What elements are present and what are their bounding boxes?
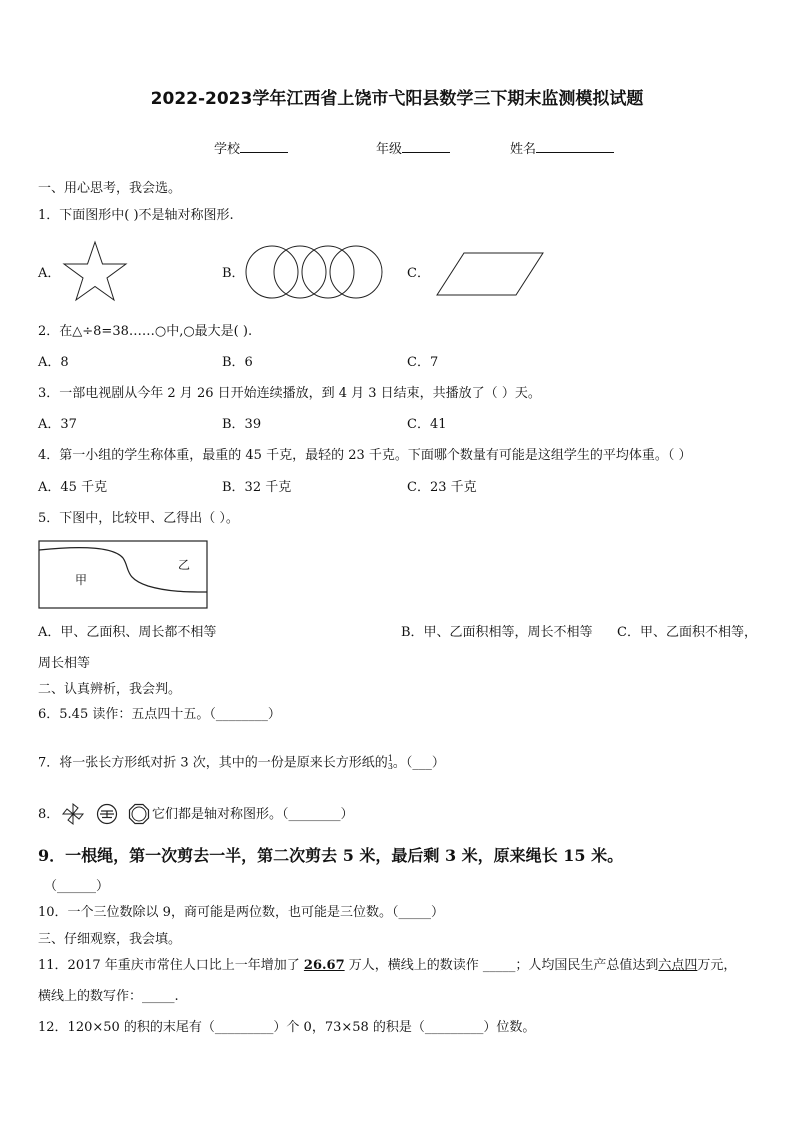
school-label: 学校 (214, 142, 241, 157)
q12-text: 12．120×50 的积的末尾有（_________）个 0，73×58 的积是（_________）位数。 (38, 1020, 536, 1035)
q6-text: 6．5.45 读作：五点四十五。（________） (38, 707, 281, 722)
q4-text: 4．第一小组的学生称体重，最重的 45 千克，最轻的 23 千克。下面哪个数量有可能是这组学生的平均体重。（ ） (38, 448, 692, 463)
name-field[interactable] (510, 140, 614, 158)
q1-option-a[interactable]: A． (38, 266, 61, 281)
name-label: 姓名 (510, 142, 537, 157)
yi-label: 乙 (178, 558, 191, 572)
grade-label: 年级 (376, 142, 403, 157)
pinwheel-icon (62, 803, 84, 825)
q1-option-c[interactable]: C． (407, 266, 430, 281)
jia-yi-diagram (38, 540, 210, 610)
q7-fraction-denominator: 3 (387, 762, 393, 771)
grade-field[interactable] (376, 140, 450, 158)
q7-text (38, 755, 445, 772)
q7-fraction-numerator: 1 (387, 754, 393, 763)
q5-option-b[interactable]: B．甲、乙面积相等，周长不相等 (401, 625, 593, 640)
q11-part3: 万元， (697, 958, 737, 973)
q9-text: 9．一根绳，第一次剪去一半，第二次剪去 5 米，最后剩 3 米，原来绳长 15 米。 (38, 846, 624, 865)
section-2-heading: 二、认真辨析，我会判。 (38, 682, 182, 697)
grade-blank[interactable] (402, 140, 450, 153)
q11-underlined-number: 26.67 (303, 958, 345, 973)
section-3-heading: 三、仔细观察，我会填。 (38, 932, 182, 947)
name-blank[interactable] (536, 140, 614, 153)
circles-icon (244, 244, 384, 300)
q4-option-b[interactable]: B．32 千克 (222, 480, 292, 495)
q11-part1: 11．2017 年重庆市常住人口比上一年增加了 (38, 958, 304, 973)
school-field[interactable] (214, 140, 288, 158)
circle-bars-icon (96, 803, 118, 825)
q2-option-c[interactable]: C．7 (407, 355, 439, 370)
q1-text: 1．下面图形中( )不是轴对称图形. (38, 208, 234, 223)
q11-underlined-words: 六点四 (658, 958, 698, 973)
jia-label: 甲 (75, 573, 88, 587)
q3-option-c[interactable]: C．41 (407, 417, 447, 432)
q4-option-a[interactable]: A．45 千克 (38, 480, 108, 495)
octagon-circle-icon (128, 803, 150, 825)
parallelogram-icon (436, 252, 544, 296)
q5-text: 5．下图中，比较甲、乙得出（ ）。 (38, 511, 239, 526)
q3-option-a[interactable]: A．37 (38, 417, 77, 432)
q11-line2: 横线上的数写作：_____. (38, 989, 179, 1004)
q3-text: 3．一部电视剧从今年 2 月 26 日开始连续播放，到 4 月 3 日结束，共播放了（ ）天。 (38, 386, 541, 401)
q11-part2: 万人，横线上的数读作 _____；人均国民生产总值达到 (344, 958, 659, 973)
q2-option-b[interactable]: B．6 (222, 355, 253, 370)
q8-number: 8． (38, 807, 60, 822)
q3-option-b[interactable]: B．39 (222, 417, 262, 432)
q2-text: 2．在△÷8=38……○中,○最大是( ). (38, 324, 253, 339)
q5-option-c[interactable]: C．甲、乙面积不相等， (617, 625, 757, 640)
q7-text-after: 。（___） (392, 755, 445, 771)
q5-option-a[interactable]: A．甲、乙面积、周长都不相等 (38, 625, 217, 640)
q5-option-c-continued: 周长相等 (38, 656, 91, 671)
q8-text: 它们都是轴对称图形。（________） (152, 807, 354, 822)
section-1-heading: 一、用心思考，我会选。 (38, 181, 182, 196)
q9-answer[interactable]: （______） (44, 879, 110, 894)
school-blank[interactable] (240, 140, 288, 153)
star-icon (62, 240, 128, 302)
q10-text: 10．一个三位数除以 9，商可能是两位数，也可能是三位数。（_____） (38, 905, 444, 920)
q1-option-b[interactable]: B． (222, 266, 245, 281)
q11-text (38, 958, 736, 974)
page-title: 2022-2023学年江西省上饶市弋阳县数学三下期末监测模拟试题 (150, 89, 644, 109)
q4-option-c[interactable]: C．23 千克 (407, 480, 477, 495)
q2-option-a[interactable]: A．8 (38, 355, 69, 370)
q7-text-before: 7．将一张长方形纸对折 3 次，其中的一份是原来长方形纸的 (38, 755, 388, 771)
